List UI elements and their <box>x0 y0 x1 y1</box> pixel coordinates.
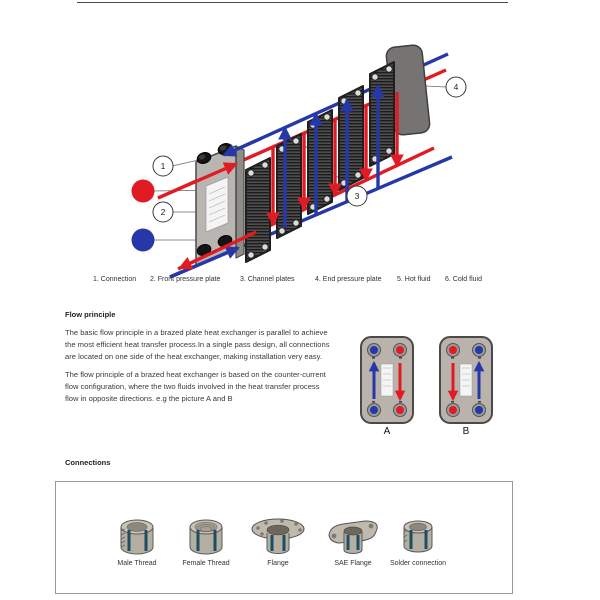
connection-label: SAE Flange <box>334 560 372 567</box>
caption-connection: 1. Connection <box>93 276 137 283</box>
channel-plate <box>339 86 363 190</box>
solder-connection-icon <box>386 515 450 559</box>
hot-port <box>449 346 457 354</box>
flow-principle-paragraph-2 <box>65 369 365 405</box>
caption-cold-fluid: 6. Cold fluid <box>445 276 482 283</box>
connection-label: Female Thread <box>182 560 230 567</box>
callout-2 <box>153 202 173 222</box>
hot-port <box>396 346 404 354</box>
connections-box <box>55 481 513 594</box>
connections-heading: Connections <box>65 458 111 467</box>
connection-item-solder <box>370 515 466 567</box>
svg-text:2: 2 <box>160 207 166 217</box>
paragraph-line: the most efficient heat transfer process.In a single pass design, all connections <box>65 340 330 349</box>
paragraph-line: flow in opposite directions. e.g the picture A and B <box>65 394 233 403</box>
channel-plate <box>246 158 270 262</box>
cold-port <box>370 406 378 414</box>
female-thread-icon <box>174 515 238 559</box>
channel-plates <box>246 62 394 262</box>
paragraph-line: The flow principle of a brazed heat exchanger is based on the counter-current <box>65 370 326 379</box>
diagram-b <box>440 337 492 437</box>
cold-port <box>475 346 483 354</box>
flange-icon <box>246 515 310 559</box>
paragraph-line: are located on one side of the heat exchanger, making installation very easy. <box>65 352 322 361</box>
flow-principle-paragraph-1 <box>65 327 365 363</box>
svg-text:3: 3 <box>354 191 360 201</box>
paragraph-line: flow configuration, where the two fluids involved in the heat transfer process <box>65 382 320 391</box>
channel-plate <box>370 62 394 166</box>
cold-port <box>370 346 378 354</box>
connection-label: Solder connection <box>389 560 447 567</box>
paragraph-line: The basic flow principle in a brazed plate heat exchanger is parallel to achieve <box>65 328 328 337</box>
callout-1 <box>153 156 173 176</box>
caption-channel-plates: 3. Channel plates <box>240 276 295 283</box>
caption-end-plate: 4. End pressure plate <box>315 276 382 283</box>
hot-port <box>396 406 404 414</box>
nameplate <box>206 177 228 232</box>
diagram-a <box>361 337 413 437</box>
diagram-a-label: A <box>383 426 391 437</box>
caption-front-plate: 2. Front pressure plate <box>150 276 221 283</box>
channel-plate <box>277 134 301 238</box>
callout-3 <box>347 186 367 206</box>
svg-text:1: 1 <box>160 161 166 171</box>
connection-label: Male Thread <box>117 560 157 567</box>
hot-port <box>449 406 457 414</box>
hot-fluid-dot <box>132 180 155 203</box>
connection-label: Flange <box>267 560 289 567</box>
svg-text:4: 4 <box>453 82 459 92</box>
caption-hot-fluid: 5. Hot fluid <box>397 276 431 283</box>
channel-plate <box>308 110 332 214</box>
counter-current-diagrams <box>353 331 503 437</box>
cold-fluid-dot <box>132 229 155 252</box>
callout-4 <box>446 77 466 97</box>
cold-port <box>475 406 483 414</box>
flow-principle-heading: Flow principle <box>65 310 116 319</box>
diagram-b-label: B <box>462 426 470 437</box>
